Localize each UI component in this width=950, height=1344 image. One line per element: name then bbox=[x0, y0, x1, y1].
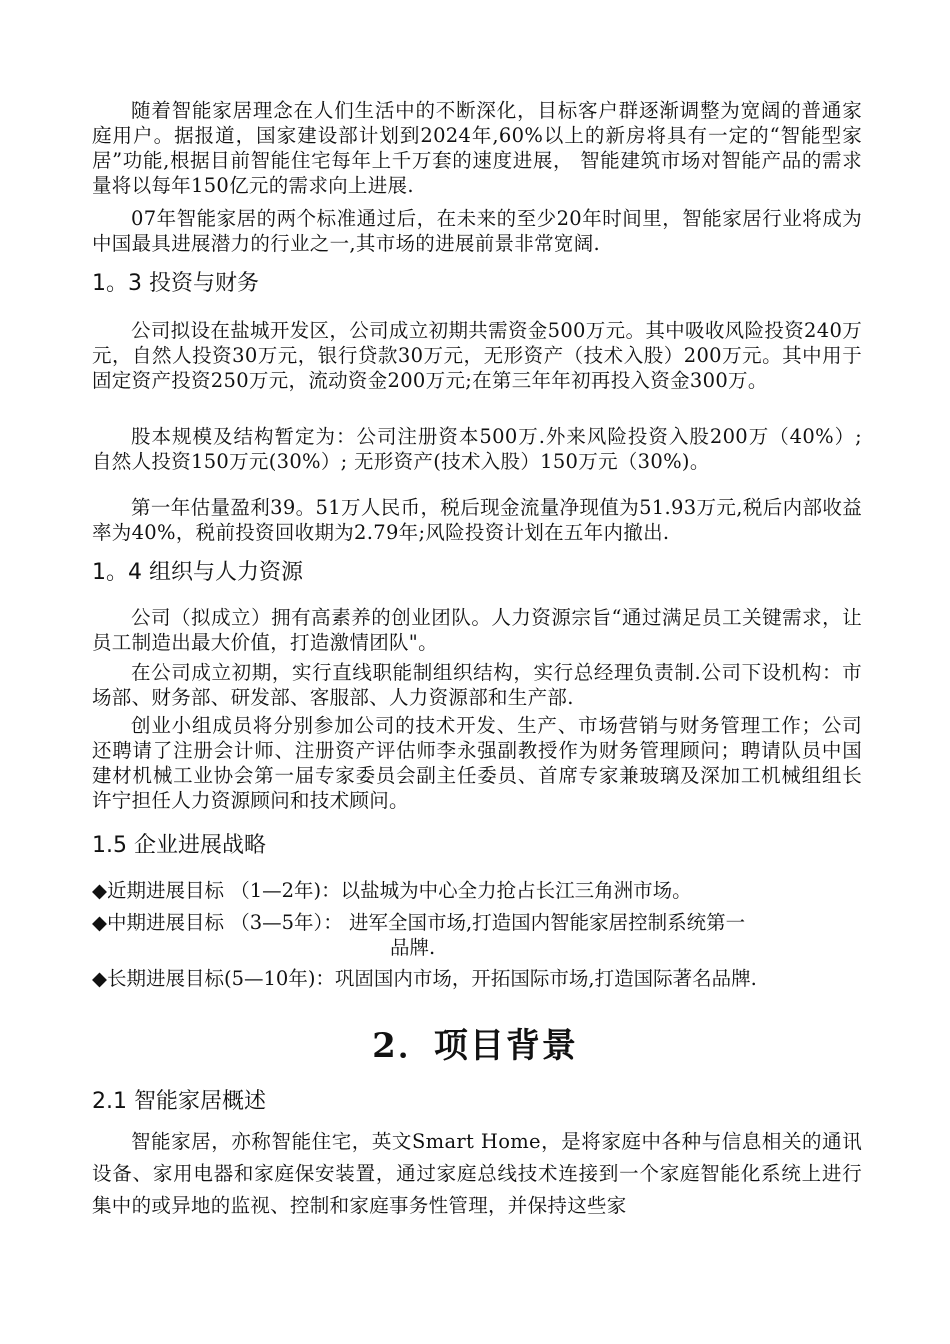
goal-short-term: ◆近期进展目标 （1—2年)：以盐城为中心全力抢占长江三角洲市场。 bbox=[92, 879, 692, 902]
goal-mid-term bbox=[92, 910, 872, 960]
paragraph-team: 公司（拟成立）拥有高素养的创业团队。人力资源宗旨“通过满足员工关键需求，让员工制造出最大价值，打造激情团队"。 bbox=[92, 606, 862, 654]
chapter-title: 2．项目背景 bbox=[372, 1026, 578, 1066]
goal-mid-term-line1: ◆中期进展目标 （3—5年）： 进军全国市场,打造国内智能家居控制系统第一 bbox=[92, 911, 746, 934]
paragraph-standards: 07年智能家居的两个标准通过后，在未来的至少20年时间里，智能家居行业将成为中国最具进展潜力的行业之一,其市场的进展前景非常宽阔. bbox=[92, 207, 862, 255]
heading-organization-hr: 1。4 组织与人力资源 bbox=[92, 560, 303, 585]
paragraph-equity-structure: 股本规模及结构暂定为：公司注册资本500万.外来风险投资入股200万（40%）; 自然人投资150万元(30%）; 无形资产(技术入股）150万元（30%)。 bbox=[92, 425, 862, 473]
heading-smart-home-overview: 2.1 智能家居概述 bbox=[92, 1089, 266, 1114]
goal-mid-term-line2: 品牌. bbox=[390, 936, 436, 959]
paragraph-advisors: 创业小组成员将分别参加公司的技术开发、生产、市场营销与财务管理工作；公司还聘请了注册会计师、注册资产评估师李永强副教授作为财务管理顾问；聘请队员中国建材机械工业协会第一届专家委员会副主任委员、首席专家兼玻璃及深加工机械组组长许宁担任人力资源顾问和技术顾问。 bbox=[92, 714, 862, 812]
paragraph-structure: 在公司成立初期，实行直线职能制组织结构，实行总经理负责制.公司下设机构：市场部、财务部、研发部、客服部、人力资源部和生产部. bbox=[92, 661, 862, 709]
paragraph-capital: 公司拟设在盐城开发区，公司成立初期共需资金500万元。其中吸收风险投资240万元，自然人投资30万元，银行贷款30万元，无形资产（技术入股）200万元。其中用于固定资产投资250万元，流动资金200万元;在第三年年初再投入资金300万。 bbox=[92, 319, 862, 392]
paragraph-smart-home-definition: 智能家居，亦称智能住宅，英文Smart Home，是将家庭中各种与信息相关的通讯设备、家用电器和家庭保安装置，通过家庭总线技术连接到一个家庭智能化系统上进行集中的或异地的监视、控制和家庭事务性管理，并保持这些家 bbox=[92, 1130, 862, 1217]
heading-development-strategy: 1.5 企业进展战略 bbox=[92, 833, 266, 858]
heading-investment-finance: 1。3 投资与财务 bbox=[92, 271, 259, 296]
paragraph-profit-estimate: 第一年估量盈利39。51万人民币，税后现金流量净现值为51.93万元,税后内部收益率为40%，税前投资回收期为2.79年;风险投资计划在五年内撤出. bbox=[92, 496, 862, 544]
goal-long-term: ◆长期进展目标(5—10年)：巩固国内市场，开拓国际市场,打造国际著名品牌. bbox=[92, 967, 757, 990]
paragraph-market-trend: 随着智能家居理念在人们生活中的不断深化，目标客户群逐渐调整为宽阔的普通家庭用户。据报道，国家建设部计划到2024年,60%以上的新房将具有一定的“智能型家居”功能,根据目前智能住宅每年上千万套的速度进展， 智能建筑市场对智能产品的需求量将以每年150亿元的需求向上进展. bbox=[92, 99, 862, 197]
